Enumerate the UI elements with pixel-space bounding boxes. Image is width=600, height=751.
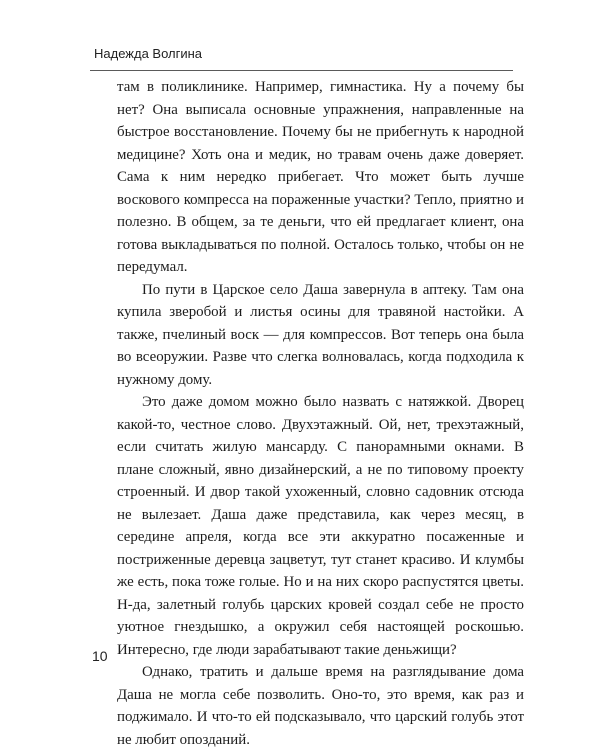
page-number: 10 bbox=[92, 648, 108, 664]
body-text bbox=[117, 76, 524, 751]
paragraph-3: Это даже домом можно было назвать с натяжкой. Дворец какой-то, честное слово. Двухэтажный. Ой, нет, трехэтажный, если считать жилую мансарду. С панорамными окнами. В плане сложный, явно дизайнерский, а не по типовому проекту строенный. И двор такой ухоженный, словно садовник отсюда не вылезает. Даша даже представила, как через месяц, в середине апреля, когда все эти аккуратно посаженные и постриженные деревца зацветут, тут станет красиво. И клумбы же есть, пока тоже голые. Но и на них скоро распустятся цветы. Н-да, залетный голубь царских кровей создал себе не просто уютное гнездышко, а окружил себя настоящей роскошью. Интересно, где люди зарабатывают такие деньжищи? bbox=[117, 394, 524, 658]
paragraph-1: там в поликлинике. Например, гимнастика. Ну а почему бы нет? Она выписала основные упражнения, направленные на быстрое восстановление. Почему бы не прибегнуть к народной медицине? Хоть она и медик, но травам очень даже доверяет. Сама к ним нередко прибегает. Что может быть лучше воскового компресса на пораженные участки? Тепло, приятно и полезно. В общем, за те деньги, что ей предлагает клиент, она готова выкладываться по полной. Осталось только, чтобы он не передумал. bbox=[117, 79, 524, 275]
header-rule bbox=[90, 70, 513, 71]
paragraph-2: По пути в Царское село Даша завернула в аптеку. Там она купила зверобой и листья осины для травяной настойки. А также, пчелиный воск — для компрессов. Вот теперь она была во всеоружии. Разве что слегка волновалась, когда подходила к нужному дому. bbox=[117, 281, 524, 388]
paragraph-4: Однако, тратить и дальше время на разглядывание дома Даша не могла себе позволить. Оно-то, это время, как раз и поджимало. И что-то ей подсказывало, что царский голубь этот не любит опозданий. bbox=[117, 664, 524, 748]
running-head: Надежда Волгина bbox=[94, 46, 203, 61]
